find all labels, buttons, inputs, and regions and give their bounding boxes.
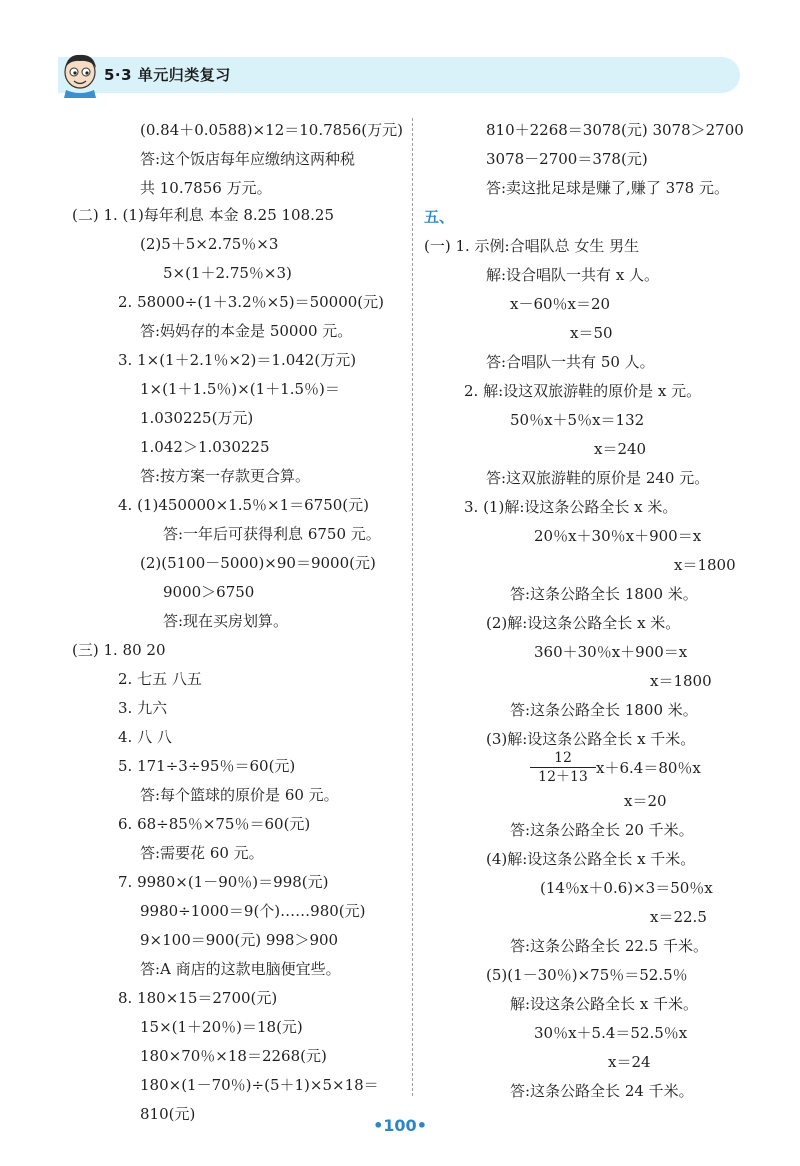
text-line: 答:一年后可获得利息 6750 元。 — [163, 525, 381, 543]
text-line: 7. 9980×(1－90％)＝998(元) — [118, 873, 329, 891]
text-line: 2. 58000÷(1＋3.2％×5)＝50000(元) — [118, 293, 385, 311]
text-line: 3. 九六 — [118, 699, 168, 717]
text-line: 解:设合唱队一共有 x 人。 — [486, 266, 660, 284]
text-line: x＝20 — [624, 792, 667, 810]
text-line: 3. (1)解:设这条公路全长 x 米。 — [464, 498, 678, 516]
text-line: (2)解:设这条公路全长 x 米。 — [486, 614, 681, 632]
text-line: 答:这条公路全长 1800 米。 — [510, 701, 698, 719]
text-line: 共 10.7856 万元。 — [140, 179, 272, 197]
fraction — [530, 749, 596, 786]
text-line: x＝1800 — [650, 672, 712, 690]
text-line: 8. 180×15＝2700(元) — [118, 989, 278, 1007]
text-line: 4. (1)450000×1.5％×1＝6750(元) — [118, 496, 370, 514]
text-line: 3. 1×(1＋2.1％×2)＝1.042(万元) — [118, 351, 357, 369]
text-line: 5×(1＋2.75％×3) — [163, 264, 292, 282]
text-line: 180×(1－70％)÷(5＋1)×5×18＝ — [140, 1076, 379, 1094]
text-line: 2. 七五 八五 — [118, 670, 202, 688]
text-line: 答:需要花 60 元。 — [140, 844, 264, 862]
text-line: 答:这个饭店每年应缴纳这两种税 — [140, 150, 356, 168]
text-line: 1.042＞1.030225 — [140, 438, 270, 456]
text-line: 5. 171÷3÷95％＝60(元) — [118, 757, 296, 775]
text-line: 360＋30％x＋900＝x — [534, 643, 688, 661]
text-line: 答:这双旅游鞋的原价是 240 元。 — [486, 469, 710, 487]
text-line: (三) 1. 80 20 — [72, 641, 166, 659]
text-line: (5)(1－30％)×75％＝52.5％ — [486, 966, 688, 984]
text-line: 9980÷1000＝9(个)……980(元) — [140, 902, 366, 920]
text-line: 答:这条公路全长 22.5 千米。 — [510, 937, 708, 955]
text-line: 810＋2268＝3078(元) 3078＞2700 — [486, 121, 744, 139]
text-line: (4)解:设这条公路全长 x 千米。 — [486, 850, 696, 868]
text-line: 9×100＝900(元) 998＞900 — [140, 931, 339, 949]
fraction-numerator: 12 — [530, 749, 596, 768]
text-line: x＝24 — [608, 1053, 651, 1071]
text-line: 1.030225(万元) — [140, 409, 254, 427]
text-line: (一) 1. 示例:合唱队总 女生 男生 — [424, 237, 640, 255]
text-line: 4. 八 八 — [118, 728, 172, 746]
text-line: 6. 68÷85％×75％＝60(元) — [118, 815, 311, 833]
text-line: 答:每个篮球的原价是 60 元。 — [140, 786, 339, 804]
text-line: 答:这条公路全长 20 千米。 — [510, 821, 694, 839]
page-number: •100• — [373, 1116, 427, 1135]
fraction-denominator: 12＋13 — [538, 769, 588, 785]
text-line: 答:卖这批足球是赚了,赚了 378 元。 — [486, 179, 729, 197]
text-line: 答:按方案一存款更合算。 — [140, 467, 311, 485]
text-line: (二) 1. (1)每年利息 本金 8.25 108.25 — [72, 206, 334, 224]
mascot-icon — [58, 50, 102, 98]
text-line: (3)解:设这条公路全长 x 千米。 — [486, 730, 696, 748]
text-line: 9000＞6750 — [163, 583, 255, 601]
text-line: 50％x＋5％x＝132 — [510, 411, 645, 429]
text-line: x＝1800 — [674, 556, 736, 574]
text-line: 答:这条公路全长 1800 米。 — [510, 585, 698, 603]
text-line: x＝22.5 — [650, 908, 707, 926]
text-line: (2)5＋5×2.75％×3 — [140, 235, 279, 253]
text-line: x－60％x＝20 — [510, 295, 611, 313]
text-line: 1×(1＋1.5％)×(1＋1.5％)＝ — [140, 380, 340, 398]
text-line: 180×70％×18＝2268(元) — [140, 1047, 327, 1065]
text-line: (2)(5100－5000)×90＝9000(元) — [140, 554, 376, 572]
text-line: 解:设这条公路全长 x 千米。 — [510, 995, 699, 1013]
text-line: 20％x＋30％x＋900＝x — [534, 527, 702, 545]
text-line: 3078－2700＝378(元) — [486, 150, 648, 168]
text-line: x＝240 — [594, 440, 647, 458]
column-divider — [412, 118, 413, 1096]
text-line: (14％x＋0.6)×3＝50％x — [540, 879, 713, 897]
text-line: x＋6.4＝80％x — [596, 759, 701, 777]
text-line: 答:妈妈存的本金是 50000 元。 — [140, 322, 353, 340]
text-line: 810(元) — [140, 1105, 196, 1123]
text-line: (0.84＋0.0588)×12＝10.7856(万元) — [140, 121, 403, 139]
text-line: 答:合唱队一共有 50 人。 — [486, 353, 655, 371]
text-line: 答:现在买房划算。 — [163, 612, 289, 630]
section-heading: 五、 — [424, 208, 455, 226]
text-line: x＝50 — [570, 324, 613, 342]
page-title: 5·3 单元归类复习 — [104, 66, 231, 84]
text-line: 30％x＋5.4＝52.5％x — [534, 1024, 688, 1042]
text-line: 15×(1＋20％)＝18(元) — [140, 1018, 303, 1036]
text-line: 答:A 商店的这款电脑便宜些。 — [140, 960, 341, 978]
text-line: 答:这条公路全长 24 千米。 — [510, 1082, 694, 1100]
text-line: 2. 解:设这双旅游鞋的原价是 x 元。 — [464, 382, 702, 400]
